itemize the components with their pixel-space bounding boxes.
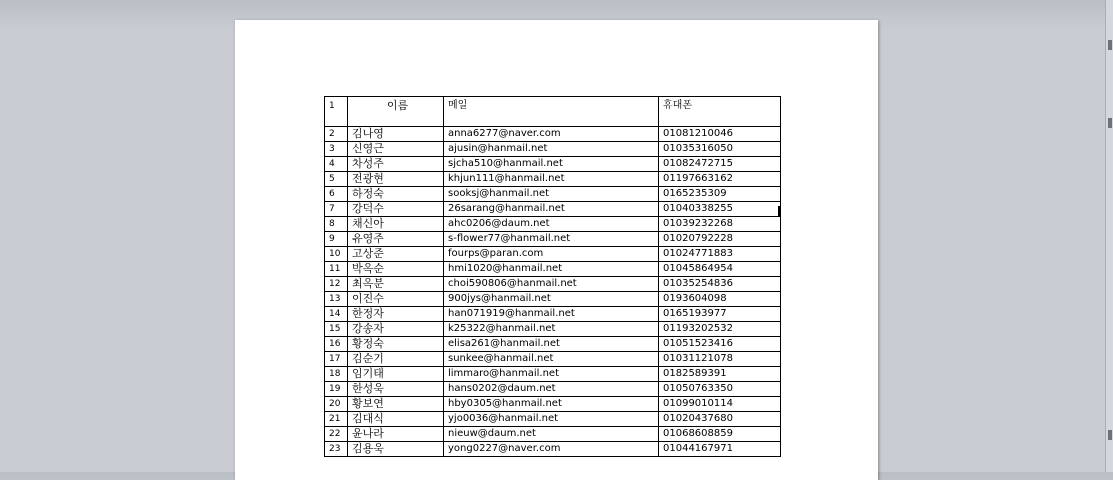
cell-num[interactable]: 20 bbox=[325, 397, 348, 412]
cell-name[interactable]: 채신아 bbox=[348, 217, 444, 232]
cell-phone[interactable]: 01082472715 bbox=[659, 157, 781, 172]
cell-num[interactable]: 21 bbox=[325, 412, 348, 427]
document-page[interactable] bbox=[235, 20, 878, 480]
cell-num[interactable]: 18 bbox=[325, 367, 348, 382]
cell-name[interactable]: 황보연 bbox=[348, 397, 444, 412]
cell-phone[interactable]: 0193604098 bbox=[659, 292, 781, 307]
cell-mail[interactable]: hmi1020@hanmail.net bbox=[444, 262, 659, 277]
vertical-scrollbar[interactable] bbox=[1105, 0, 1113, 472]
cell-name[interactable]: 고상준 bbox=[348, 247, 444, 262]
cell-phone[interactable]: 0165235309 bbox=[659, 187, 781, 202]
table-row[interactable] bbox=[325, 412, 781, 427]
table-row[interactable] bbox=[325, 442, 781, 457]
cell-mail[interactable]: han071919@hanmail.net bbox=[444, 307, 659, 322]
cell-num[interactable]: 5 bbox=[325, 172, 348, 187]
table-row[interactable] bbox=[325, 127, 781, 142]
cell-phone[interactable]: 01035254836 bbox=[659, 277, 781, 292]
table-row[interactable] bbox=[325, 142, 781, 157]
cell-num[interactable]: 13 bbox=[325, 292, 348, 307]
cell-mail[interactable]: sjcha510@hanmail.net bbox=[444, 157, 659, 172]
cell-num[interactable]: 22 bbox=[325, 427, 348, 442]
cell-name[interactable]: 한성욱 bbox=[348, 382, 444, 397]
cell-num[interactable]: 17 bbox=[325, 352, 348, 367]
cell-num[interactable]: 11 bbox=[325, 262, 348, 277]
cell-mail[interactable]: anna6277@naver.com bbox=[444, 127, 659, 142]
cell-num[interactable]: 8 bbox=[325, 217, 348, 232]
cell-mail[interactable]: hby0305@hanmail.net bbox=[444, 397, 659, 412]
cell-phone[interactable]: 01039232268 bbox=[659, 217, 781, 232]
table-row[interactable] bbox=[325, 292, 781, 307]
cell-mail[interactable]: nieuw@daum.net bbox=[444, 427, 659, 442]
cell-phone[interactable]: 0165193977 bbox=[659, 307, 781, 322]
table-row[interactable] bbox=[325, 367, 781, 382]
table-row[interactable] bbox=[325, 172, 781, 187]
cell-num[interactable]: 9 bbox=[325, 232, 348, 247]
cell-mail[interactable]: elisa261@hanmail.net bbox=[444, 337, 659, 352]
cell-mail[interactable]: choi590806@hanmail.net bbox=[444, 277, 659, 292]
cell-mail[interactable]: sooksj@hanmail.net bbox=[444, 187, 659, 202]
cell-mail[interactable]: limmaro@hanmail.net bbox=[444, 367, 659, 382]
cell-phone[interactable]: 01044167971 bbox=[659, 442, 781, 457]
cell-name[interactable]: 박옥순 bbox=[348, 262, 444, 277]
header-cell-mail[interactable]: 메일 bbox=[444, 97, 659, 127]
scrollbar-mark bbox=[1108, 430, 1112, 440]
cell-phone[interactable]: 0182589391 bbox=[659, 367, 781, 382]
cell-num[interactable]: 4 bbox=[325, 157, 348, 172]
table-header-row[interactable] bbox=[325, 97, 781, 127]
cell-name[interactable]: 하정숙 bbox=[348, 187, 444, 202]
cell-num[interactable]: 14 bbox=[325, 307, 348, 322]
cell-phone[interactable]: 01050763350 bbox=[659, 382, 781, 397]
cell-mail[interactable]: s-flower77@hanmail.net bbox=[444, 232, 659, 247]
table-row[interactable] bbox=[325, 157, 781, 172]
cell-phone[interactable]: 01099010114 bbox=[659, 397, 781, 412]
cell-name[interactable]: 한정자 bbox=[348, 307, 444, 322]
cell-name[interactable]: 김나영 bbox=[348, 127, 444, 142]
table-row[interactable] bbox=[325, 277, 781, 292]
cell-phone[interactable]: 01197663162 bbox=[659, 172, 781, 187]
scrollbar-mark bbox=[1108, 118, 1112, 128]
table-row[interactable] bbox=[325, 322, 781, 337]
cell-phone[interactable]: 01035316050 bbox=[659, 142, 781, 157]
cell-name[interactable]: 유영주 bbox=[348, 232, 444, 247]
cell-phone[interactable]: 01020437680 bbox=[659, 412, 781, 427]
cell-mail[interactable]: ajusin@hanmail.net bbox=[444, 142, 659, 157]
cell-num[interactable]: 2 bbox=[325, 127, 348, 142]
cell-name[interactable]: 김대식 bbox=[348, 412, 444, 427]
table-row[interactable] bbox=[325, 337, 781, 352]
cell-num[interactable]: 23 bbox=[325, 442, 348, 457]
cell-num[interactable]: 15 bbox=[325, 322, 348, 337]
cell-name[interactable]: 김용욱 bbox=[348, 442, 444, 457]
cell-phone[interactable]: 01193202532 bbox=[659, 322, 781, 337]
cell-mail[interactable]: 26sarang@hanmail.net bbox=[444, 202, 659, 217]
cell-num[interactable]: 3 bbox=[325, 142, 348, 157]
cell-num[interactable]: 16 bbox=[325, 337, 348, 352]
table-row[interactable] bbox=[325, 352, 781, 367]
header-cell-phone[interactable]: 휴대폰 bbox=[659, 97, 781, 127]
cell-mail[interactable]: hans0202@daum.net bbox=[444, 382, 659, 397]
cell-name[interactable]: 차성주 bbox=[348, 157, 444, 172]
cell-name[interactable]: 신영근 bbox=[348, 142, 444, 157]
cell-num[interactable]: 7 bbox=[325, 202, 348, 217]
cell-num[interactable]: 10 bbox=[325, 247, 348, 262]
table-row[interactable] bbox=[325, 262, 781, 277]
contact-table[interactable] bbox=[324, 96, 781, 457]
cell-phone[interactable]: 01051523416 bbox=[659, 337, 781, 352]
table-row[interactable] bbox=[325, 202, 781, 217]
cell-num[interactable]: 12 bbox=[325, 277, 348, 292]
cell-name[interactable]: 임기태 bbox=[348, 367, 444, 382]
cell-mail[interactable]: fourps@paran.com bbox=[444, 247, 659, 262]
scrollbar-mark bbox=[1108, 40, 1112, 50]
header-cell-num[interactable]: 1 bbox=[325, 97, 348, 127]
cell-phone[interactable]: 01020792228 bbox=[659, 232, 781, 247]
cell-phone[interactable]: 01040338255 bbox=[659, 202, 781, 217]
table-row[interactable] bbox=[325, 427, 781, 442]
cell-name[interactable]: 이진수 bbox=[348, 292, 444, 307]
table-row[interactable] bbox=[325, 247, 781, 262]
table-row[interactable] bbox=[325, 307, 781, 322]
cell-mail[interactable]: khjun111@hanmail.net bbox=[444, 172, 659, 187]
cell-phone[interactable]: 01031121078 bbox=[659, 352, 781, 367]
cell-name[interactable]: 김순기 bbox=[348, 352, 444, 367]
cell-mail[interactable]: yong0227@naver.com bbox=[444, 442, 659, 457]
table-row[interactable] bbox=[325, 217, 781, 232]
cell-phone[interactable]: 01024771883 bbox=[659, 247, 781, 262]
table-row[interactable] bbox=[325, 187, 781, 202]
table-row[interactable] bbox=[325, 232, 781, 247]
cell-num[interactable]: 19 bbox=[325, 382, 348, 397]
cell-name[interactable]: 황정숙 bbox=[348, 337, 444, 352]
cell-name[interactable]: 윤나라 bbox=[348, 427, 444, 442]
cell-name[interactable]: 강송자 bbox=[348, 322, 444, 337]
cell-mail[interactable]: ahc0206@daum.net bbox=[444, 217, 659, 232]
cell-mail[interactable]: 900jys@hanmail.net bbox=[444, 292, 659, 307]
cell-phone[interactable]: 01045864954 bbox=[659, 262, 781, 277]
cell-num[interactable]: 6 bbox=[325, 187, 348, 202]
cell-mail[interactable]: yjo0036@hanmail.net bbox=[444, 412, 659, 427]
cell-name[interactable]: 전광현 bbox=[348, 172, 444, 187]
table-row[interactable] bbox=[325, 397, 781, 412]
text-cursor bbox=[778, 206, 780, 217]
cell-name[interactable]: 최옥분 bbox=[348, 277, 444, 292]
table-row[interactable] bbox=[325, 382, 781, 397]
cell-phone[interactable]: 01081210046 bbox=[659, 127, 781, 142]
cell-mail[interactable]: k25322@hanmail.net bbox=[444, 322, 659, 337]
cell-phone[interactable]: 01068608859 bbox=[659, 427, 781, 442]
cell-name[interactable]: 강덕수 bbox=[348, 202, 444, 217]
cell-mail[interactable]: sunkee@hanmail.net bbox=[444, 352, 659, 367]
header-cell-name[interactable]: 이름 bbox=[348, 97, 444, 127]
